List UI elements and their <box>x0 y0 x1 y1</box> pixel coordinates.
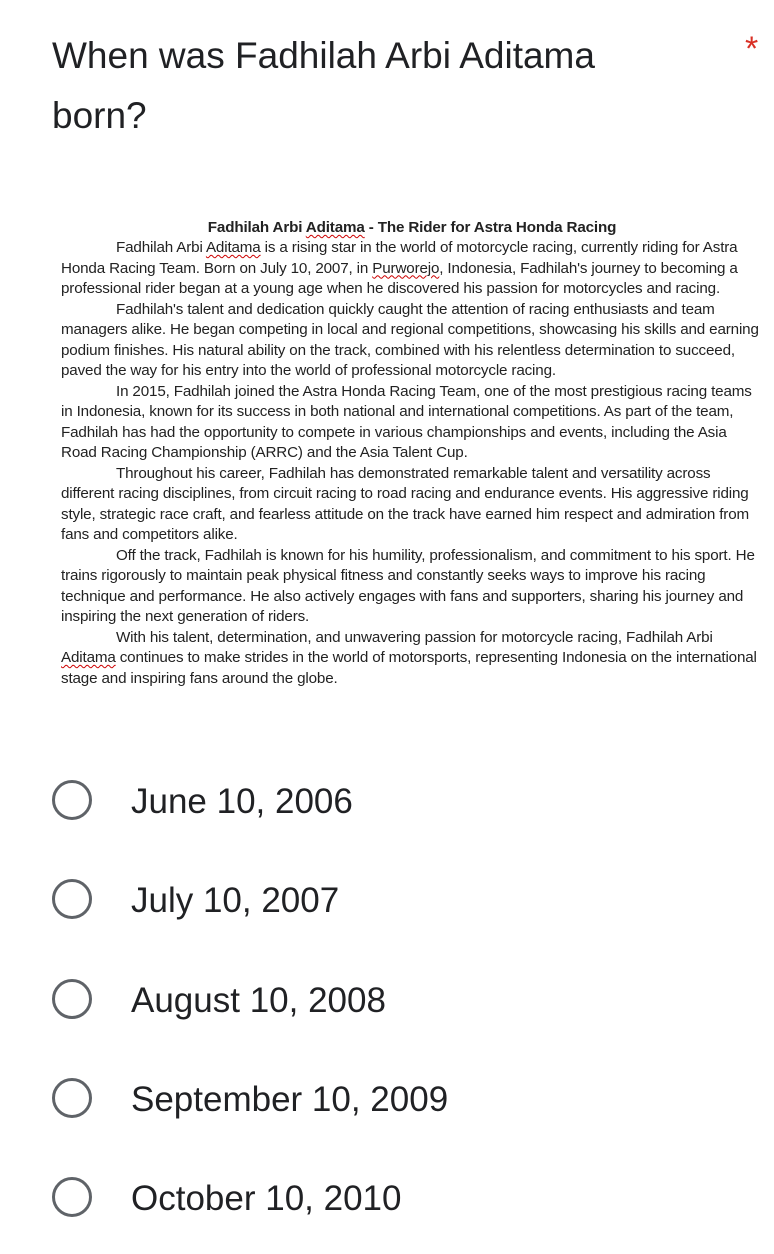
option-september-10-2009[interactable] <box>0 1050 774 1149</box>
question-title: When was Fadhilah Arbi Aditama born? <box>52 35 595 136</box>
article-paragraph: Fadhilah Arbi Aditama is a rising star in the world of motorcycle racing, currently riding for Astra Honda Racing Team. Born on July 10, 2007, in Purworejo, Indonesia, Fadhilah's journey to becoming a professional rider began at a young age when he discovered his passion for motorcycles and racing. <box>61 239 738 297</box>
option-label[interactable]: July 10, 2007 <box>131 881 340 921</box>
article-paragraph: Fadhilah's talent and dedication quickly caught the attention of racing enthusiasts and team managers alike. He began competing in local and regional competitions, showcasing his skills and earning podium finishes. His natural ability on the track, combined with his relentless determination to succeed, paved the way for his entry into the world of professional motorcycle racing. <box>61 300 759 379</box>
article-image <box>61 218 763 689</box>
article-paragraph: With his talent, determination, and unwavering passion for motorcycle racing, Fadhilah Arbi Aditama continues to make strides in the world of motorsports, representing Indonesia on the international stage and inspiring fans around the globe. <box>61 628 757 687</box>
option-label[interactable]: September 10, 2009 <box>131 1079 449 1119</box>
answer-options <box>0 752 774 1248</box>
radio-button[interactable] <box>52 1078 92 1118</box>
radio-button[interactable] <box>52 979 92 1019</box>
option-august-10-2008[interactable] <box>0 951 774 1050</box>
radio-button[interactable] <box>52 879 92 919</box>
option-july-10-2007[interactable] <box>0 851 774 950</box>
option-label[interactable]: June 10, 2006 <box>131 782 353 821</box>
article-paragraph: Off the track, Fadhilah is known for his humility, professionalism, and commitment to his sport. He trains rigorously to maintain peak physical fitness and constantly seeks ways to improve his racing technique and performance. He also actively engages with fans and supporters, sharing his journey and inspiring the next generation of riders. <box>61 546 755 625</box>
required-marker: * <box>745 30 759 68</box>
option-june-10-2006[interactable] <box>0 752 774 851</box>
radio-button[interactable] <box>52 1177 92 1217</box>
option-label[interactable]: August 10, 2008 <box>131 980 386 1020</box>
article-paragraph: In 2015, Fadhilah joined the Astra Honda Racing Team, one of the most prestigious racing teams in Indonesia, known for its success in both national and international competitions. As part of the team, Fadhilah has had the opportunity to compete in various championships and events, including the Asia Road Racing Championship (ARRC) and the Asia Talent Cup. <box>61 382 752 461</box>
radio-button[interactable] <box>52 780 92 820</box>
article-paragraph: Throughout his career, Fadhilah has demonstrated remarkable talent and versatility across different racing disciplines, from circuit racing to road racing and endurance events. His aggressive riding style, strategic race craft, and fearless attitude on the track have earned him respect and admiration from fans and competitors alike. <box>61 464 749 543</box>
option-label[interactable]: October 10, 2010 <box>131 1179 402 1219</box>
article-title: Fadhilah Arbi Aditama - The Rider for Astra Honda Racing <box>207 219 617 236</box>
option-october-10-2010[interactable] <box>0 1149 774 1248</box>
